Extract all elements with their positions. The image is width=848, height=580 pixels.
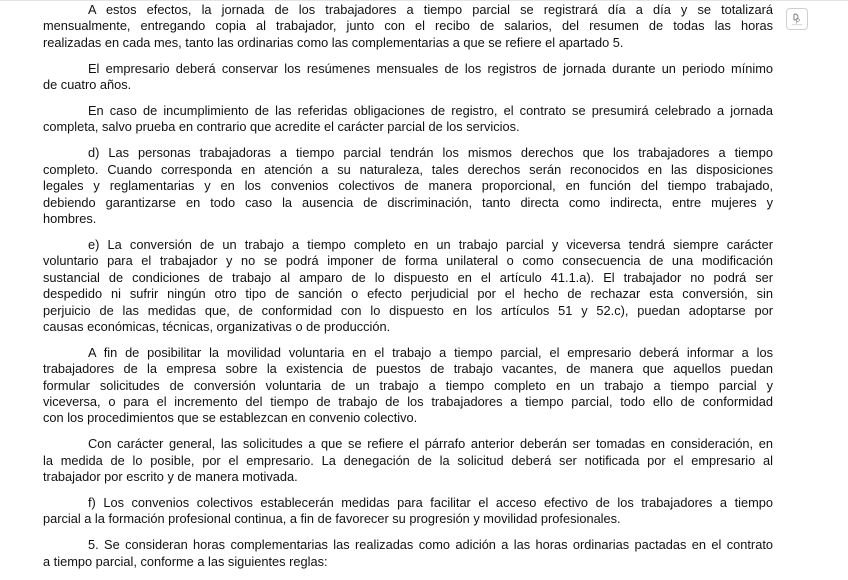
paragraph-line: viceversa, o para el incremento del tiempo de trabajo de los trabajadores a tiempo parcial, todo ello de conformidad bbox=[43, 394, 773, 410]
document-body bbox=[43, 2, 773, 580]
paragraph-line: trabajadores de la empresa sobre la existencia de puestos de trabajo vacantes, de manera que aquellos puedan bbox=[43, 361, 773, 377]
paragraph-line: 5. Se consideran horas complementarias las realizadas como adición a las horas ordinarias pactadas en el contrato bbox=[88, 537, 773, 553]
paragraph bbox=[43, 145, 773, 227]
paragraph-line: con los procedimientos que se establezcan en convenio colectivo. bbox=[43, 410, 418, 426]
paragraph bbox=[43, 495, 773, 528]
paragraph-line: despedido ni sufrir ningún otro tipo de sanción o efecto perjudicial por el hecho de rechazar esta conversión, sin bbox=[43, 286, 773, 302]
paragraph-line: El empresario deberá conservar los resúmenes mensuales de los registros de jornada durante un periodo mínimo bbox=[88, 60, 773, 76]
paragraph-line: realizadas en cada mes, tanto las ordinarias como las complementarias a que se refiere el apartado 5. bbox=[43, 34, 624, 50]
paragraph-line: e) La conversión de un trabajo a tiempo completo en un trabajo parcial y viceversa tendrá siempre carácter bbox=[88, 236, 773, 252]
paragraph-line: En caso de incumplimiento de las referidas obligaciones de registro, el contrato se presumirá celebrado a jornada bbox=[88, 103, 773, 119]
paragraph-line: sustancial de condiciones de trabajo al amparo de lo dispuesto en el artículo 41.1.a). El trabajador no podrá ser bbox=[43, 269, 773, 285]
top-divider bbox=[0, 0, 848, 1]
paragraph-line: A estos efectos, la jornada de los trabajadores a tiempo parcial se registrará día a día y se totalizará bbox=[88, 2, 773, 17]
paragraph bbox=[43, 345, 773, 427]
document-logo-icon bbox=[790, 12, 804, 26]
paragraph-line: hombres. bbox=[43, 210, 97, 226]
paragraph bbox=[43, 237, 773, 335]
paragraph-line: debiendo garantizarse en todo caso la ausencia de discriminación, tanto directa como indirecta, entre mujeres y bbox=[43, 194, 773, 210]
paragraph-line: legales y reglamentarias y en los convenios colectivos de manera proporcional, en función del tiempo trabajado, bbox=[43, 178, 773, 194]
paragraph-line: parcial a la formación profesional continua, a fin de favorecer su progresión y movilidad profesionales. bbox=[43, 511, 621, 527]
side-document-button[interactable] bbox=[786, 8, 808, 30]
paragraph-line: de cuatro años. bbox=[43, 77, 132, 93]
paragraph-line: trabajador por escrito y de manera motivada. bbox=[43, 469, 298, 485]
paragraph bbox=[43, 2, 773, 51]
paragraph-line: d) Las personas trabajadoras a tiempo parcial tendrán los mismos derechos que los trabajadores a tiempo bbox=[88, 145, 773, 161]
paragraph-line: voluntario para el trabajador y no se podrá imponer de forma unilateral o como consecuencia de una modificación bbox=[43, 253, 773, 269]
paragraph-line: formular solicitudes de conversión voluntaria de un trabajo a tiempo completo en un trabajo a tiempo parcial y bbox=[43, 377, 773, 393]
paragraph-line: completa, salvo prueba en contrario que acredite el carácter parcial de los servicios. bbox=[43, 119, 520, 135]
paragraph-line: A fin de posibilitar la movilidad voluntaria en el trabajo a tiempo parcial, el empresario deberá informar a los bbox=[88, 344, 773, 360]
paragraph bbox=[43, 436, 773, 485]
paragraph-line: completo. Cuando corresponda en atención a su naturaleza, tales derechos serán reconocidos en las disposiciones bbox=[43, 161, 773, 177]
paragraph-line: perjuicio de las medidas que, de conformidad con lo dispuesto en los artículos 51 y 52.c), puedan adoptarse por bbox=[43, 302, 773, 318]
paragraph bbox=[43, 103, 773, 136]
paragraph bbox=[43, 61, 773, 94]
paragraph bbox=[43, 537, 773, 570]
paragraph-line: Con carácter general, las solicitudes a que se refiere el párrafo anterior deberán ser tomadas en consideración, en bbox=[88, 436, 773, 452]
paragraph-line: causas económicas, técnicas, organizativas o de producción. bbox=[43, 318, 391, 334]
paragraph-line: f) Los convenios colectivos establecerán medidas para facilitar el acceso efectivo de los trabajadores a tiempo bbox=[88, 495, 773, 511]
paragraph-line: mensualmente, entregando copia al trabajador, junto con el recibo de salarios, del resumen de todas las horas bbox=[43, 18, 773, 34]
paragraph-line: la medida de lo posible, por el empresario. La denegación de la solicitud deberá ser notificada por el empresario al bbox=[43, 452, 773, 468]
paragraph-line: a tiempo parcial, conforme a las siguientes reglas: bbox=[43, 553, 328, 569]
